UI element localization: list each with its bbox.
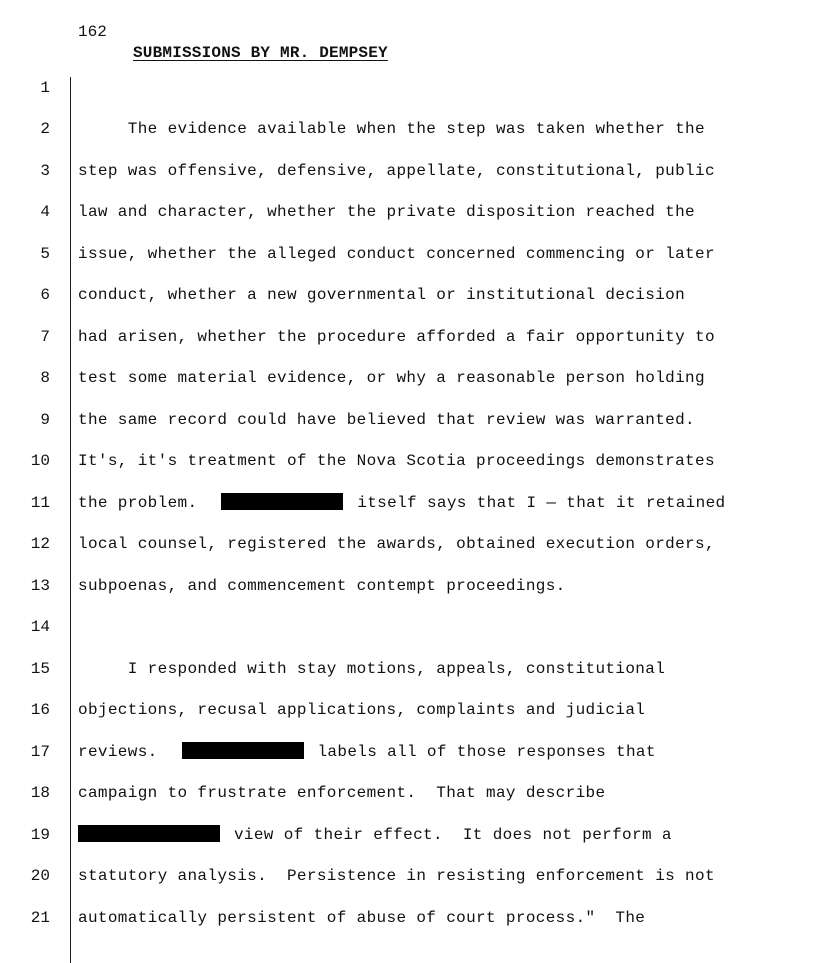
redaction-block	[221, 493, 343, 510]
transcript-line	[0, 118, 818, 140]
line-number: 1	[40, 79, 50, 97]
line-number: 12	[30, 535, 50, 553]
transcript-line	[0, 450, 818, 472]
line-text: I responded with stay motions, appeals, constitutional	[78, 660, 666, 678]
redaction-block	[78, 825, 220, 842]
transcript-line	[0, 77, 818, 99]
transcript-line	[0, 865, 818, 887]
transcript-line	[0, 409, 818, 431]
line-text: automatically persistent of abuse of court process." The	[78, 909, 646, 927]
redaction-block	[182, 742, 304, 759]
line-number: 11	[30, 494, 50, 512]
line-number: 16	[30, 701, 50, 719]
transcript-line	[0, 699, 818, 721]
transcript-line	[0, 243, 818, 265]
transcript-line	[0, 160, 818, 182]
line-text: subpoenas, and commencement contempt proceedings.	[78, 577, 566, 595]
line-number: 19	[30, 826, 50, 844]
line-text	[78, 824, 808, 846]
line-number: 15	[30, 660, 50, 678]
line-text	[78, 492, 808, 514]
line-text-after: view of their effect. It does not perform a	[224, 826, 672, 844]
line-number: 6	[40, 286, 50, 304]
transcript-line	[0, 284, 818, 306]
line-text: local counsel, registered the awards, obtained execution orders,	[78, 535, 715, 553]
line-number: 21	[30, 909, 50, 927]
transcript-line	[0, 907, 818, 929]
line-number: 20	[30, 867, 50, 885]
transcript-line	[0, 824, 818, 846]
transcript-line	[0, 533, 818, 555]
line-text-before: the problem.	[78, 494, 218, 512]
page-number: 162	[78, 23, 107, 41]
line-number: 18	[30, 784, 50, 802]
line-number: 13	[30, 577, 50, 595]
line-number: 7	[40, 328, 50, 346]
line-text: conduct, whether a new governmental or institutional decision	[78, 286, 686, 304]
line-number: 9	[40, 411, 50, 429]
line-text: the same record could have believed that review was warranted.	[78, 411, 695, 429]
transcript-line	[0, 575, 818, 597]
line-number: 14	[30, 618, 50, 636]
line-text: issue, whether the alleged conduct concerned commencing or later	[78, 245, 715, 263]
section-heading: SUBMISSIONS BY MR. DEMPSEY	[133, 44, 388, 62]
line-text: The evidence available when the step was taken whether the	[78, 120, 705, 138]
line-text	[78, 741, 808, 763]
line-number: 2	[40, 120, 50, 138]
line-text: step was offensive, defensive, appellate, constitutional, public	[78, 162, 715, 180]
line-text: test some material evidence, or why a reasonable person holding	[78, 369, 705, 387]
line-text-after: itself says that I — that it retained	[347, 494, 726, 512]
transcript-line	[0, 616, 818, 638]
transcript-line	[0, 201, 818, 223]
transcript-line	[0, 367, 818, 389]
line-text: statutory analysis. Persistence in resisting enforcement is not	[78, 867, 715, 885]
line-text: had arisen, whether the procedure afforded a fair opportunity to	[78, 328, 715, 346]
line-number: 17	[30, 743, 50, 761]
transcript-line	[0, 658, 818, 680]
transcript-line	[0, 326, 818, 348]
transcript-line	[0, 782, 818, 804]
line-text: law and character, whether the private disposition reached the	[78, 203, 695, 221]
line-number: 5	[40, 245, 50, 263]
line-text: objections, recusal applications, complaints and judicial	[78, 701, 646, 719]
line-text: It's, it's treatment of the Nova Scotia proceedings demonstrates	[78, 452, 715, 470]
line-number: 10	[30, 452, 50, 470]
transcript-line	[0, 492, 818, 514]
line-text-after: labels all of those responses that	[307, 743, 656, 761]
line-text-before: reviews.	[78, 743, 178, 761]
line-text: campaign to frustrate enforcement. That may describe	[78, 784, 606, 802]
transcript-line	[0, 741, 818, 763]
line-number: 8	[40, 369, 50, 387]
line-number: 3	[40, 162, 50, 180]
line-number: 4	[40, 203, 50, 221]
